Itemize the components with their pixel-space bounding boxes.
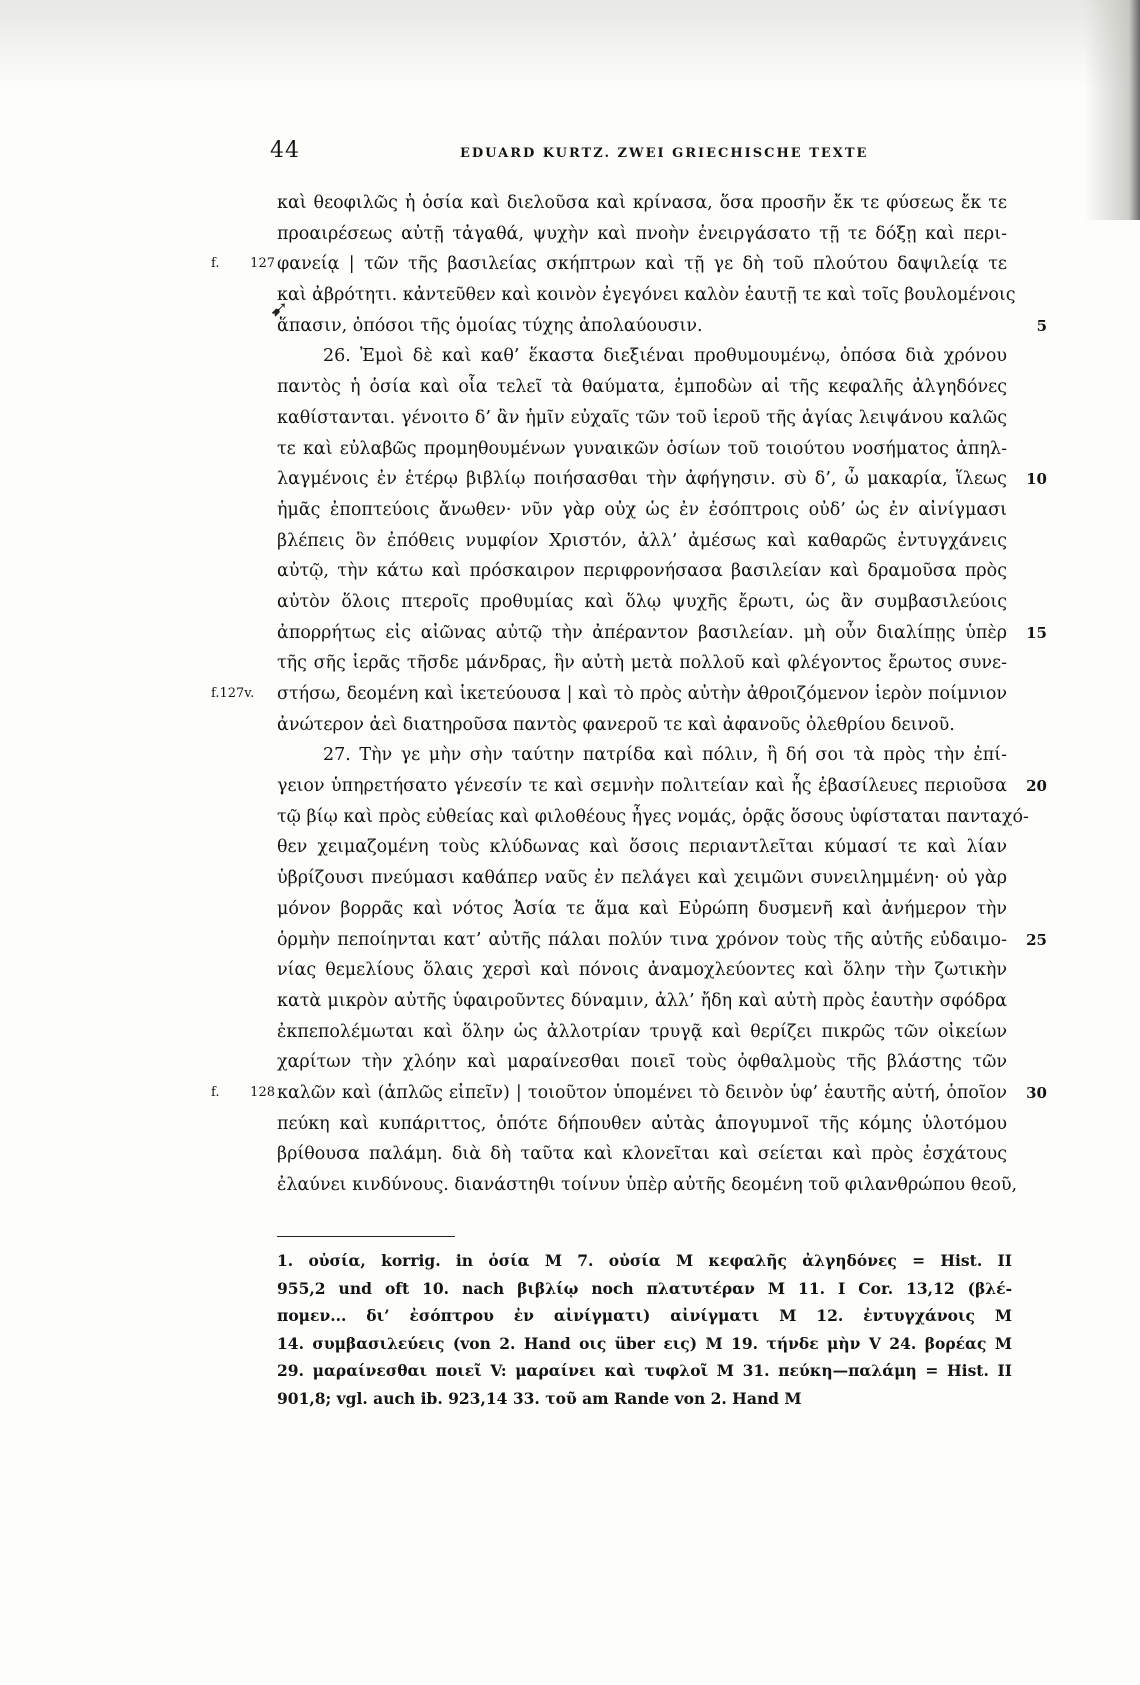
text-line [277,403,1007,434]
line-number: 15 [1026,623,1047,642]
page-header [270,138,1030,168]
text-line [277,771,1047,802]
text-line-content: ἡμᾶς ἐποπτεύοις ἄνωθεν· νῦν γὰρ οὐχ ὡς ἐν ἐσόπτροις οὐδ’ ὡς ἐν αἰνίγμασι [277,499,1007,520]
text-line [277,219,1007,250]
text-line [277,802,1029,833]
text-line-content: καὶ ἀβρότητι. κἀντεῦθεν καὶ κοινὸν ἐγεγόνει καλὸν ἑαυτῇ τε καὶ τοῖς βουλομένοις [277,285,1016,306]
text-line-content: νίας θεμελίους ὅλαις χερσὶ καὶ πόνοις ἀναμοχλεύοντες καὶ ὅλην τὴν ζωτικὴν [277,960,1007,981]
scan-shadow-right [1085,0,1140,220]
text-line-content: αὐτῷ, τὴν κάτω καὶ πρόσκαιρον περιφρονήσασα βασιλείαν καὶ δραμοῦσα πρὸς [277,561,1007,582]
text-line [277,372,1007,403]
text-line [277,832,1007,863]
line-number: 30 [1026,1083,1047,1102]
text-line-content: καλῶν καὶ (ἁπλῶς εἰπεῖν) | τοιοῦτον ὑπομένει τὸ δεινὸν ὑφ’ ἑαυτῆς αὐτή, ὁποῖον [277,1082,1007,1103]
text-line [277,341,1007,372]
folio-reference: f.127v. [211,686,255,701]
text-line [277,618,1047,649]
line-number: 5 [1036,316,1047,335]
text-line [277,1017,1007,1048]
text-line-content: καθίστανται. γένοιτο δ’ ἂν ἡμῖν εὐχαῖς τῶν τοῦ ἱεροῦ τῆς ἁγίας λειψάνου καλῶς [277,407,1007,428]
text-line-content: στήσω, δεομένη καὶ ἱκετεύουσα | καὶ τὸ πρὸς αὐτὴν ἀθροιζόμενον ἱερὸν ποίμνιον [277,684,1007,704]
text-line [277,434,1007,465]
footnote-line: 1. οὐσία, korrig. in ὁσία M 7. οὐσία M κεφαλῆς ἀλγηδόνες = Hist. II [277,1251,1012,1270]
text-line-content: 27. Τὴν γε μὴν σὴν ταύτην πατρίδα καὶ πόλιν, ἣ δή σοι τὰ πρὸς τὴν ἐπί- [323,745,1007,766]
text-line-content: φανείᾳ | τῶν τῆς βασιλείας σκήπτρων καὶ τῇ γε δὴ τοῦ πλούτου δαψιλείᾳ τε [277,254,1007,275]
text-line [277,556,1007,587]
text-line [277,955,1007,986]
footnote-rule [277,1236,455,1237]
text-line [277,526,1007,557]
text-line-content: ἐκπεπολέμωται καὶ ὅλην ὡς ἀλλοτρίαν τρυγᾷ καὶ θερίζει πικρῶς τῶν οἰκείων [277,1021,1007,1042]
text-line-content: τῷ βίῳ καὶ πρὸς εὐθείας καὶ φιλοθέους ἦγες νομάς, ὁρᾷς ὅσους ὑφίσταται πανταχό- [277,806,1029,827]
footnote-line: 14. συμβασιλεύεις (von 2. Hand οις über εις) M 19. τήνδε μὴν V 24. βορέας M [277,1333,1012,1353]
text-line [277,1109,1007,1140]
text-line-content: 26. Ἐμοὶ δὲ καὶ καθ’ ἕκαστα διεξιέναι προθυμουμένῳ, ὁπόσα διὰ χρόνου [323,346,1007,367]
text-line [277,986,1007,1017]
text-line-content: ἅπασιν, ὁπόσοι τῆς ὁμοίας τύχης ἀπολαύουσιν. [277,315,703,336]
text-line [277,1170,1018,1201]
text-line-content: βλέπεις ὃν ἐπόθεις νυμφίον Χριστόν, ἀλλ’ ἀμέσως καὶ καθαρῶς ἐντυγχάνεις [277,530,1007,551]
text-line [211,249,1007,280]
margin-arrow-icon: ➹ [270,297,289,322]
text-line [277,280,1016,311]
text-line-content: μόνον βορρᾶς καὶ νότος Ἀσία τε ἅμα καὶ Εὐρώπη δυσμενῆ καὶ ἀνήμερον τὴν [277,898,1007,919]
text-line-content: τῆς σῆς ἱερᾶς τῆσδε μάνδρας, ἣν αὐτὴ μετὰ πολλοῦ καὶ φλέγοντος ἔρωτος συνε- [277,653,1007,674]
text-line [277,863,1007,894]
text-line-content: προαιρέσεως αὐτῇ τἀγαθά, ψυχὴν καὶ πνοὴν ἐνειργάσατο τῇ τε δόξῃ καὶ περι- [277,223,1007,244]
text-line-content: τε καὶ εὐλαβῶς προμηθουμένων γυναικῶν ὁσίων τοῦ τοιούτου νοσήματος ἀπηλ- [277,438,1007,459]
text-line [277,188,1007,219]
text-line-content: λαγμένοις ἐν ἑτέρῳ βιβλίῳ ποιήσασθαι τὴν ἀφήγησιν. σὺ δ’, ὦ μακαρία, ἵλεως [277,469,1007,490]
text-line [277,464,1047,495]
text-line-content: αὐτὸν ὅλοις πτεροῖς προθυμίας καὶ ὅλῳ ψυχῆς ἔρωτι, ὡς ἂν συμβασιλεύοις [277,591,1007,612]
text-line [277,1047,1007,1078]
line-number: 10 [1026,470,1047,489]
text-line [211,679,1007,710]
footnotes [277,1247,1012,1412]
line-number: 25 [1026,930,1047,949]
page-number: 44 [270,138,300,163]
text-line-content: καὶ θεοφιλῶς ἡ ὁσία καὶ διελοῦσα καὶ κρίνασα, ὅσα προσῆν ἔκ τε φύσεως ἔκ τε [277,193,1007,213]
text-line [277,925,1047,956]
scan-shadow-top [0,0,1140,90]
footnote-line: πομεν... δι’ ἐσόπτρου ἐν αἰνίγματι) αἰνίγματι M 12. ἐντυγχάνοις M [277,1306,1012,1325]
text-line-content: ὁρμὴν πεποίηνται κατ’ αὐτῆς πάλαι πολύν τινα χρόνον τοὺς τῆς αὐτῆς εὐδαιμο- [277,929,1007,950]
text-line-content: παντὸς ἡ ὁσία καὶ οἷα τελεῖ τὰ θαύματα, ἐμποδὼν αἱ τῆς κεφαλῆς ἀλγηδόνες [277,377,1007,398]
text-line [277,740,1007,771]
text-line-content: βρίθουσα παλάμη. διὰ δὴ ταῦτα καὶ κλονεῖται καὶ σείεται καὶ πρὸς ἐσχάτους [277,1144,1007,1165]
footnote-line: 955,2 und oft 10. nach βιβλίῳ noch πλατυτέραν M 11. I Cor. 13,12 (βλέ- [277,1278,1012,1298]
running-head: EDUARD KURTZ. ZWEI GRIECHISCHE TEXTE [460,146,869,161]
text-line [277,1139,1007,1170]
text-line-content: θεν χειμαζομένη τοὺς κλύδωνας καὶ ὅσοις περιαντλεῖται κύμασί τε καὶ λίαν [277,837,1007,858]
text-line-content: γειον ὑπηρετήσατο γένεσίν τε καὶ σεμνὴν πολιτείαν καὶ ἧς ἐβασίλευες περιοῦσα [277,776,1007,797]
text-line [211,1078,1047,1109]
footnote-line: 29. μαραίνεσθαι ποιεῖ V: μαραίνει καὶ τυφλοῖ M 31. πεύκη—παλάμη = Hist. II [277,1361,1012,1380]
folio-reference: f. 128 [211,1084,275,1100]
text-line [277,894,1007,925]
text-line-content: ἀπορρήτως εἰς αἰῶνας αὐτῷ τὴν ἀπέραντον βασιλείαν. μὴ οὖν διαλίπῃς ὑπὲρ [277,622,1007,643]
text-line [277,710,1007,741]
text-line-content: ὑβρίζουσι πνεύμασι καθάπερ ναῦς ἐν πελάγει καὶ χειμῶνι συνειλημμένη· οὐ γὰρ [277,868,1007,889]
text-line [277,587,1007,618]
line-number: 20 [1026,777,1047,796]
text-line-content: κατὰ μικρὸν αὐτῆς ὑφαιροῦντες δύναμιν, ἀλλ’ ἤδη καὶ αὐτὴ πρὸς ἑαυτὴν σφόδρα [277,990,1007,1011]
text-line [277,495,1007,526]
footnote-line: 901,8; vgl. auch ib. 923,14 33. τοῦ am Rande von 2. Hand M [277,1388,802,1408]
folio-reference: f. 127 [211,256,275,272]
text-line [277,648,1007,679]
text-line-content: ἀνώτερον ἀεὶ διατηροῦσα παντὸς φανεροῦ τε καὶ ἀφανοῦς ὀλεθρίου δεινοῦ. [277,714,955,735]
text-line [277,311,1047,342]
text-line-content: ἐλαύνει κινδύνους. διανάστηθι τοίνυν ὑπὲρ αὐτῆς δεομένη τοῦ φιλανθρώπου θεοῦ, [277,1175,1018,1195]
text-line-content: χαρίτων τὴν χλόην καὶ μαραίνεσθαι ποιεῖ τοὺς ὀφθαλμοὺς τῆς βλάστης τῶν [277,1052,1007,1073]
main-text [211,188,1047,1201]
text-line-content: πεύκη καὶ κυπάριττος, ὁπότε δήπουθεν αὐτὰς ἀπογυμνοῖ τῆς κόμης ὑλοτόμου [277,1113,1007,1134]
